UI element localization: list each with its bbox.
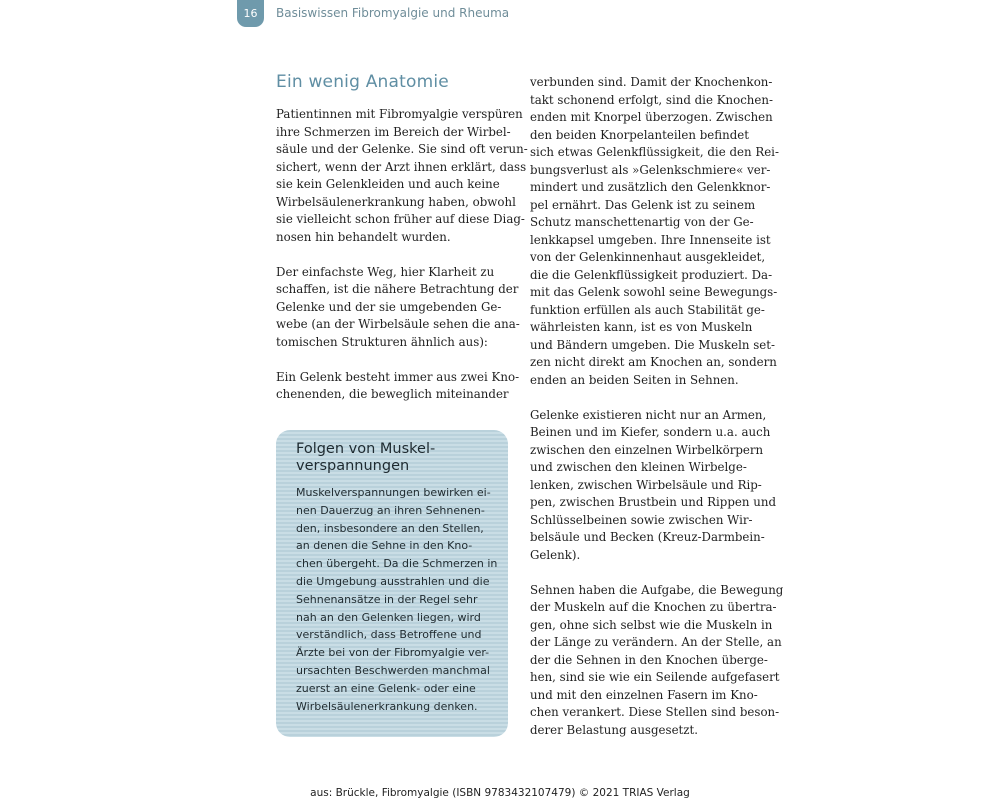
info-box-title: [296, 441, 494, 475]
paragraph: [276, 264, 520, 352]
text-line: ursachten Beschwerden manchmal: [296, 663, 490, 677]
text-line: Muskelverspannungen bewirken ei-: [296, 486, 491, 499]
text-line: Gelenk).: [530, 547, 581, 562]
text-line: zwischen den einzelnen Wirbelkörpern: [530, 442, 764, 457]
text-line: der die Sehnen in den Knochen überge-: [530, 652, 768, 667]
text-line: hen, sind sie wie ein Seilende aufgefasert: [530, 670, 780, 684]
text-line: chenenden, die beweglich miteinander: [276, 387, 509, 401]
text-line: die Umgebung ausstrahlen und die: [296, 574, 490, 588]
text-line: derer Belastung ausgesetzt.: [530, 722, 698, 737]
text-line: und zwischen den kleinen Wirbelge-: [530, 460, 747, 474]
text-line: zuerst an eine Gelenk- oder eine: [296, 681, 476, 695]
text-line: Wirbelsäulenerkrankung haben, obwohl: [276, 194, 516, 209]
text-line: funktion erfüllen als auch Stabilität ge-: [530, 302, 765, 317]
text-line: ihre Schmerzen im Bereich der Wirbel-: [276, 124, 511, 139]
text-line: und Bändern umgeben. Die Muskeln set-: [530, 337, 775, 352]
text-line: Beinen und im Kiefer, sondern u.a. auch: [530, 425, 771, 439]
left-column: [276, 72, 528, 404]
text-line: den beiden Knorpelanteilen befindet: [530, 127, 750, 142]
text-line: Sehnen haben die Aufgabe, die Bewegung: [530, 582, 784, 597]
paragraph: [276, 106, 528, 246]
running-head: Basiswissen Fibromyalgie und Rheuma: [276, 6, 510, 20]
text-line: nah an den Gelenken liegen, wird: [296, 610, 481, 624]
text-line: Der einfachste Weg, hier Klarheit zu: [276, 264, 495, 279]
text-line: Schutz manschettenartig von der Ge-: [530, 215, 754, 229]
info-box-body: [296, 484, 498, 715]
text-line: sich etwas Gelenkflüssigkeit, die den Rei-: [530, 145, 779, 159]
text-line: Wirbelsäulenerkrankung denken.: [296, 699, 478, 713]
text-line: Ärzte bei von der Fibromyalgie ver-: [296, 646, 490, 660]
paragraph: [276, 369, 520, 404]
text-line: chen verankert. Diese Stellen sind beson-: [530, 705, 780, 719]
text-line: mindert und zusätzlich den Gelenkknor-: [530, 180, 771, 194]
page-number: 16: [237, 0, 264, 27]
text-line: lenkkapsel umgeben. Ihre Innenseite ist: [530, 232, 771, 247]
text-line: Gelenke und der sie umgebenden Ge-: [276, 299, 502, 314]
text-line: belsäule und Becken (Kreuz-Darmbein-: [530, 530, 765, 544]
text-line: zen nicht direkt am Knochen an, sondern: [530, 355, 777, 369]
text-line: währleisten kann, ist es von Muskeln: [530, 320, 753, 334]
text-line: bungsverlust als »Gelenkschmiere« ver-: [530, 162, 771, 177]
text-line: Ein Gelenk besteht immer aus zwei Kno-: [276, 369, 520, 384]
paragraph: [530, 74, 779, 389]
info-box: [276, 430, 508, 737]
text-line: der Muskeln auf die Knochen zu übertra-: [530, 600, 777, 614]
text-line: tomischen Strukturen ähnlich aus):: [276, 334, 488, 349]
text-line: den, insbesondere an den Stellen,: [296, 521, 484, 535]
text-line: takt schonend erfolgt, sind die Knochen-: [530, 92, 773, 107]
text-line: sie vielleicht schon früher auf diese Diag-: [276, 212, 525, 226]
text-line: an denen die Sehne in den Kno-: [296, 539, 473, 553]
text-line: pel ernährt. Das Gelenk ist zu seinem: [530, 197, 756, 212]
text-line: webe (an der Wirbelsäule sehen die ana-: [276, 317, 520, 331]
text-line: chen übergeht. Da die Schmerzen in: [296, 557, 498, 571]
text-line: Gelenke existieren nicht nur an Armen,: [530, 407, 767, 422]
text-line: sie kein Gelenkleiden und auch keine: [276, 177, 500, 191]
info-box-title-line: Folgen von Muskel-: [296, 441, 436, 457]
text-line: lenken, zwischen Wirbelsäule und Rip-: [530, 477, 762, 492]
text-line: sichert, wenn der Arzt ihnen erklärt, dass: [276, 159, 527, 174]
text-line: enden mit Knorpel überzogen. Zwischen: [530, 110, 773, 124]
text-line: der Länge zu verändern. An der Stelle, an: [530, 635, 782, 649]
text-line: Sehnenansätze in der Regel sehr: [296, 592, 478, 606]
text-line: Patientinnen mit Fibromyalgie verspüren: [276, 107, 523, 121]
text-line: die die Gelenkflüssigkeit produziert. Da-: [530, 267, 773, 282]
info-box-title-line: verspannungen: [296, 458, 410, 474]
section-title: Ein wenig Anatomie: [276, 72, 449, 92]
text-line: verbunden sind. Damit der Knochenkon-: [530, 75, 773, 89]
text-line: gen, ohne sich selbst wie die Muskeln in: [530, 617, 773, 632]
text-line: pen, zwischen Brustbein und Rippen und: [530, 495, 776, 509]
text-line: mit das Gelenk sowohl seine Bewegungs-: [530, 285, 778, 299]
footer-citation: aus: Brückle, Fibromyalgie (ISBN 9783432107479) © 2021 TRIAS Verlag: [310, 787, 690, 799]
paragraph: [530, 582, 784, 740]
right-column: [530, 74, 784, 739]
text-line: säule und der Gelenke. Sie sind oft verun-: [276, 142, 528, 156]
text-line: und mit den einzelnen Fasern im Kno-: [530, 687, 758, 702]
text-line: enden an beiden Seiten in Sehnen.: [530, 372, 739, 387]
text-line: nen Dauerzug an ihren Sehnenen-: [296, 503, 485, 517]
text-line: nosen hin behandelt wurden.: [276, 229, 451, 244]
paragraph: [530, 407, 776, 565]
text-line: Schlüsselbeinen sowie zwischen Wir-: [530, 512, 753, 527]
text-line: schaffen, ist die nähere Betrachtung der: [276, 282, 519, 296]
text-line: verständlich, dass Betroffene und: [296, 628, 482, 642]
text-line: von der Gelenkinnenhaut ausgekleidet,: [530, 250, 766, 264]
